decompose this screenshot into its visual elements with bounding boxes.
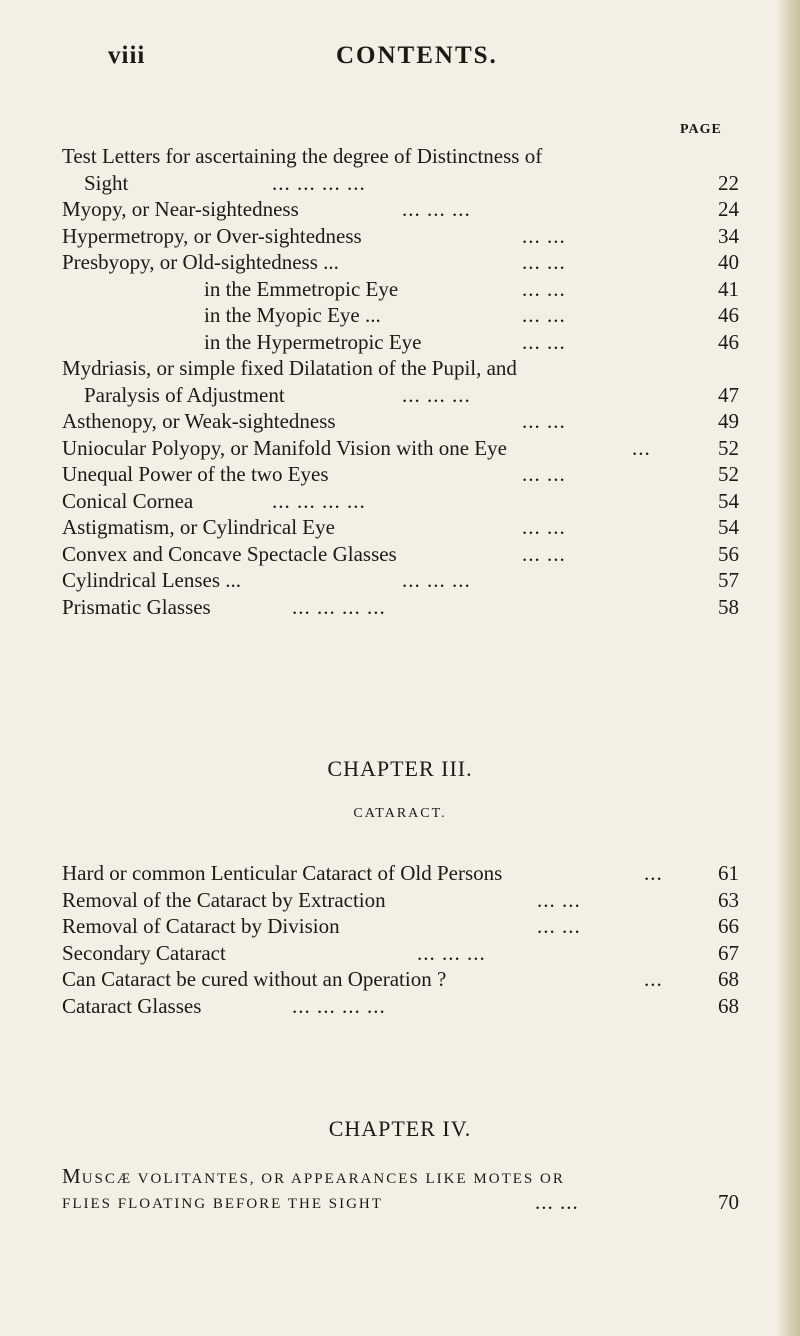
toc-entry-page: 40 xyxy=(718,250,739,274)
toc-entry-page: 66 xyxy=(718,914,739,938)
toc-entry xyxy=(62,249,742,276)
toc-entry-title: Uniocular Polyopy, or Manifold Vision with one Eye xyxy=(62,435,507,460)
toc-entry-page: 52 xyxy=(718,435,739,460)
toc-entry-page: 46 xyxy=(718,303,739,327)
toc-entry xyxy=(62,514,742,541)
toc-entry-page: 57 xyxy=(718,568,739,592)
toc-entry xyxy=(62,302,742,329)
leader-dots: ... ... xyxy=(522,409,566,433)
toc-entry-page: 54 xyxy=(718,488,739,513)
toc-entry-title: Removal of the Cataract by Extraction xyxy=(62,887,386,912)
toc-entry-page: 54 xyxy=(718,515,739,539)
leader-dots: ... xyxy=(632,435,651,460)
toc-entry xyxy=(62,887,742,914)
toc-entry xyxy=(62,196,742,223)
leader-dots: ... ... ... xyxy=(402,197,471,221)
leader-dots: ... ... xyxy=(522,515,566,539)
toc-entry-title: Mydriasis, or simple fixed Dilatation of the Pupil, and xyxy=(62,356,517,380)
toc-entry-page: 56 xyxy=(718,541,739,566)
toc-entry-title: Removal of Cataract by Division xyxy=(62,914,340,938)
toc-entry xyxy=(62,594,742,621)
toc-entry-page: 34 xyxy=(718,223,739,248)
toc-entry-title: Can Cataract be cured without an Operation ? xyxy=(62,967,447,991)
leader-dots: ... ... xyxy=(537,887,581,912)
toc-entry-title: Hypermetropy, or Over-sightedness xyxy=(62,223,362,248)
toc-entry xyxy=(62,541,742,568)
entry-text: FLIES FLOATING BEFORE THE SIGHT xyxy=(62,1196,383,1212)
toc-entry xyxy=(62,223,742,250)
toc-entry xyxy=(62,913,742,940)
toc-entry-title: Sight xyxy=(84,170,129,195)
leader-dots: ... ... ... xyxy=(417,940,486,965)
toc-entry-title: Prismatic Glasses xyxy=(62,594,211,619)
leader-dots: ... ... xyxy=(522,223,566,248)
toc-entry xyxy=(62,276,742,303)
toc-entry xyxy=(62,435,742,462)
drop-capital: M xyxy=(62,1164,82,1188)
toc-entry-page: 63 xyxy=(718,887,739,912)
chapter-4-entry-line-2 xyxy=(62,1196,383,1213)
toc-entry-page: 67 xyxy=(718,940,739,965)
leader-dots: ... ... xyxy=(522,250,566,274)
leader-dots: ... ... xyxy=(522,329,566,354)
leader-dots: ... ... ... xyxy=(402,382,471,407)
leader-dots: ... ... ... ... xyxy=(272,488,366,513)
toc-entry-title: Conical Cornea xyxy=(62,488,194,513)
contents-list-chapter-3 xyxy=(62,860,742,1019)
chapter-3-subtitle: CATARACT. xyxy=(353,806,447,821)
leader-dots: ... ... xyxy=(522,276,566,301)
toc-entry-page: 47 xyxy=(718,382,739,407)
toc-entry xyxy=(62,567,742,594)
leader-dots: ... xyxy=(644,967,663,991)
toc-entry-page: 61 xyxy=(718,861,739,885)
toc-entry-title: Astigmatism, or Cylindrical Eye xyxy=(62,515,335,539)
toc-entry-page: 41 xyxy=(718,276,739,301)
toc-entry-title: Convex and Concave Spectacle Glasses xyxy=(62,541,397,566)
leader-dots: ... ... xyxy=(522,303,566,327)
toc-entry xyxy=(62,408,742,435)
toc-entry-page: 52 xyxy=(718,462,739,486)
chapter-3-title: CHAPTER III. xyxy=(327,756,473,781)
toc-entry-title: Test Letters for ascertaining the degree of Distinctness of xyxy=(62,144,543,168)
leader-dots: ... ... ... ... xyxy=(292,594,386,619)
leader-dots: ... ... xyxy=(535,1190,579,1214)
toc-entry-page: 68 xyxy=(718,967,739,991)
toc-entry xyxy=(62,329,742,356)
leader-dots: ... ... xyxy=(522,462,566,486)
toc-entry-page: 58 xyxy=(718,594,739,619)
toc-entry xyxy=(62,488,742,515)
leader-dots: ... ... xyxy=(537,914,581,938)
page-header xyxy=(108,42,708,82)
page-number: viii xyxy=(108,42,146,69)
toc-entry-title: in the Emmetropic Eye xyxy=(204,276,399,301)
contents-list-chapter-2 xyxy=(62,143,742,620)
toc-entry-page: 49 xyxy=(718,409,739,433)
leader-dots: ... ... ... xyxy=(402,568,471,592)
toc-entry-title: in the Myopic Eye ... xyxy=(204,303,381,327)
toc-entry-title: Hard or common Lenticular Cataract of Old Persons xyxy=(62,861,503,885)
toc-entry-title: Asthenopy, or Weak-sightedness xyxy=(62,409,336,433)
toc-entry xyxy=(62,461,742,488)
toc-entry xyxy=(62,993,742,1020)
toc-entry xyxy=(62,170,742,197)
leader-dots: ... ... xyxy=(522,541,566,566)
toc-entry-title: Secondary Cataract xyxy=(62,940,226,965)
toc-entry-title: Cylindrical Lenses ... xyxy=(62,568,242,592)
leader-dots: ... xyxy=(644,861,663,885)
toc-entry xyxy=(62,860,742,887)
toc-entry xyxy=(62,382,742,409)
leader-dots: ... ... ... ... xyxy=(272,170,366,195)
toc-entry-title: Unequal Power of the two Eyes xyxy=(62,462,329,486)
entry-text: USCÆ VOLITANTES, OR APPEARANCES LIKE MOTES OR xyxy=(81,1171,565,1187)
toc-entry-title: Paralysis of Adjustment xyxy=(84,382,285,407)
toc-entry xyxy=(62,940,742,967)
toc-entry-page: 24 xyxy=(718,197,739,221)
page-column-label: PAGE xyxy=(680,122,722,137)
toc-entry-page: 70 xyxy=(718,1190,739,1214)
toc-entry xyxy=(62,355,742,382)
leader-dots: ... ... ... ... xyxy=(292,993,386,1018)
toc-entry-page: 46 xyxy=(718,329,739,354)
toc-entry-page: 22 xyxy=(718,170,739,195)
toc-entry-title: Myopy, or Near-sightedness xyxy=(62,197,299,221)
chapter-4-title: CHAPTER IV. xyxy=(328,1116,472,1141)
running-title: CONTENTS. xyxy=(336,42,498,69)
toc-entry xyxy=(62,143,742,170)
toc-entry-page: 68 xyxy=(718,993,739,1018)
toc-entry-title: in the Hypermetropic Eye xyxy=(204,329,422,354)
chapter-4-entry-line-1 xyxy=(62,1164,565,1189)
toc-entry xyxy=(62,966,742,993)
toc-entry-title: Presbyopy, or Old-sightedness ... xyxy=(62,250,339,274)
toc-entry-title: Cataract Glasses xyxy=(62,993,202,1018)
